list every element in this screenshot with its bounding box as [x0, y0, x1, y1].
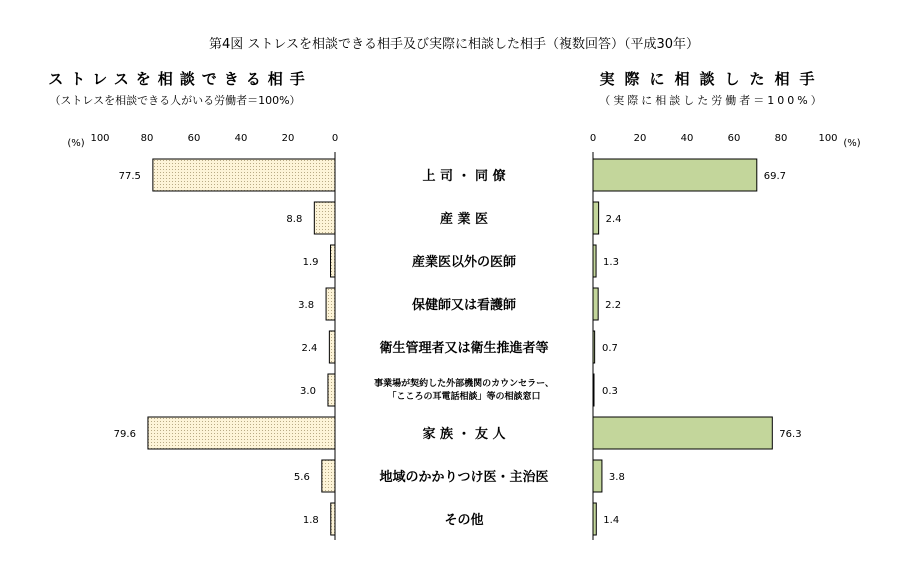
right-value-label: 1.3 — [603, 257, 619, 268]
left-value-label: 5.6 — [293, 472, 310, 483]
left-value-label: 77.5 — [118, 171, 141, 182]
left-bar — [331, 503, 335, 535]
right-bar — [593, 159, 757, 191]
right-bar — [593, 202, 599, 234]
category-label: 家 族 ・ 友 人 — [422, 427, 506, 442]
left-panel-heading: ストレスを相談できる相手 — [48, 70, 312, 88]
left-unit-label: (%) — [67, 138, 85, 149]
left-tick-label: 20 — [281, 133, 295, 144]
right-tick-label: 60 — [727, 133, 741, 144]
right-tick-label: 100 — [818, 133, 838, 144]
right-panel-note: （実際に相談した労働者＝100%） — [599, 94, 825, 107]
left-bar — [322, 460, 335, 492]
right-panel-heading: 実際に相談した相手 — [599, 70, 825, 88]
category-label: 保健師又は看護師 — [411, 298, 517, 313]
left-value-label: 79.6 — [113, 429, 136, 440]
right-value-label: 3.8 — [608, 472, 625, 483]
right-tick-label: 0 — [589, 133, 597, 144]
right-tick-label: 20 — [633, 133, 647, 144]
left-value-label: 3.8 — [298, 300, 315, 311]
left-panel-note: （ストレスを相談できる人がいる労働者＝100%） — [49, 94, 301, 107]
left-bar — [331, 245, 335, 277]
category-label: 上 司 ・ 同 僚 — [422, 169, 506, 184]
right-bar — [593, 374, 594, 406]
left-bar — [148, 417, 335, 449]
left-bar — [314, 202, 335, 234]
right-bar — [593, 288, 598, 320]
right-tick-label: 40 — [680, 133, 694, 144]
left-value-label: 3.0 — [300, 386, 316, 397]
category-label: 産 業 医 — [439, 212, 489, 227]
category-label-line: 「こころの耳電話相談」等の相談窓口 — [387, 392, 541, 402]
right-tick-label: 80 — [774, 133, 788, 144]
right-bar — [593, 245, 596, 277]
right-value-label: 0.3 — [602, 386, 618, 397]
left-value-label: 1.8 — [302, 515, 319, 526]
left-tick-label: 40 — [234, 133, 248, 144]
chart-title: 第4図 ストレスを相談できる相手及び実際に相談した相手（複数回答）（平成30年） — [208, 37, 700, 52]
right-value-label: 1.4 — [603, 515, 620, 526]
left-bar — [153, 159, 335, 191]
right-unit-label: (%) — [843, 138, 861, 149]
left-bar — [329, 331, 335, 363]
left-tick-label: 100 — [90, 133, 110, 144]
category-label: その他 — [444, 513, 484, 528]
right-bar — [593, 460, 602, 492]
right-value-label: 0.7 — [602, 343, 618, 354]
left-value-label: 8.8 — [286, 214, 303, 225]
left-bar — [326, 288, 335, 320]
category-label: 産業医以外の医師 — [411, 255, 517, 270]
left-bar — [328, 374, 335, 406]
left-value-label: 1.9 — [302, 257, 319, 268]
category-label: 衛生管理者又は衛生推進者等 — [379, 341, 549, 356]
right-bar — [593, 417, 772, 449]
right-value-label: 69.7 — [763, 171, 787, 182]
left-tick-label: 0 — [331, 133, 339, 144]
category-label: 地域のかかりつけ医・主治医 — [379, 470, 549, 485]
category-label-line: 事業場が契約した外部機関のカウンセラー、 — [374, 379, 554, 389]
right-bar — [593, 331, 595, 363]
left-tick-label: 80 — [140, 133, 154, 144]
right-bar — [593, 503, 596, 535]
right-value-label: 2.2 — [605, 300, 622, 311]
right-value-label: 2.4 — [605, 214, 622, 225]
left-value-label: 2.4 — [301, 343, 318, 354]
left-tick-label: 60 — [187, 133, 201, 144]
right-value-label: 76.3 — [779, 429, 802, 440]
